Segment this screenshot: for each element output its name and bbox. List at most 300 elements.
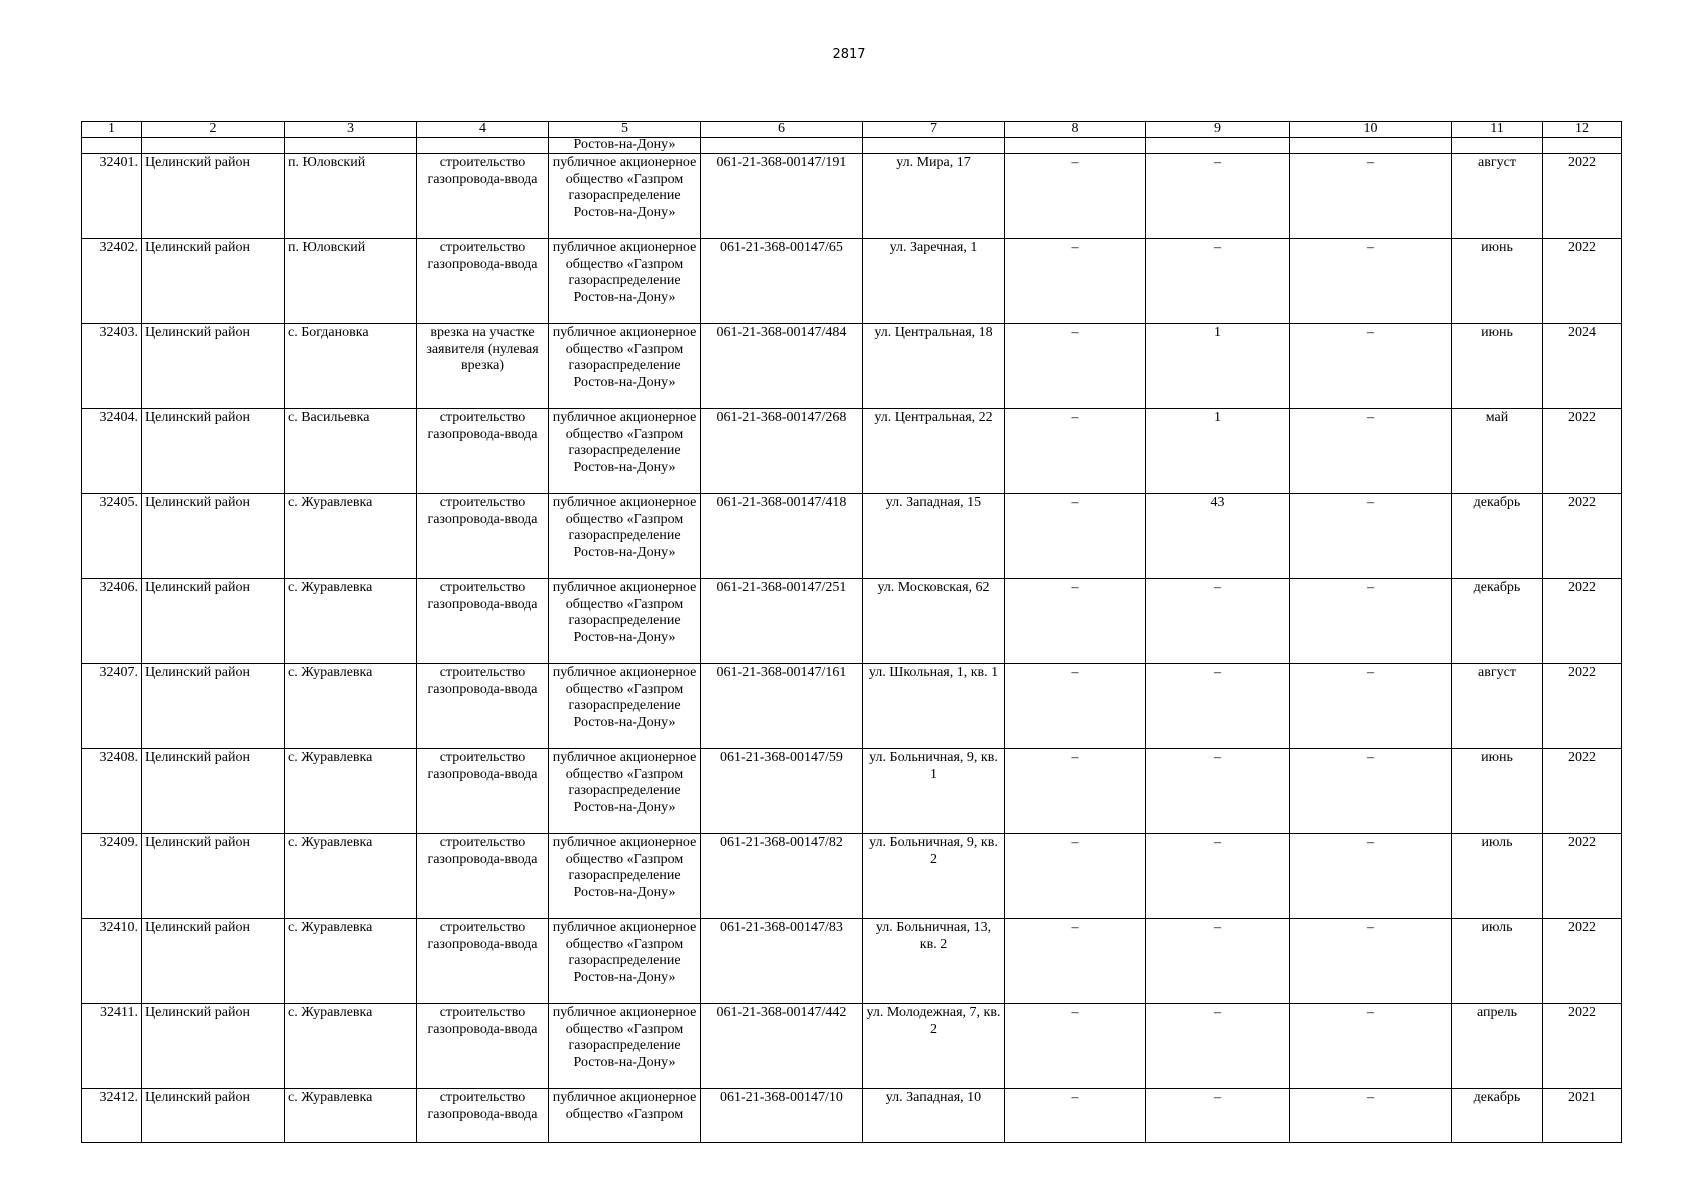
col9-cell-text: – xyxy=(1214,835,1221,850)
col10-cell xyxy=(1290,834,1452,919)
work-type-cell xyxy=(417,324,549,409)
col8-cell xyxy=(1005,154,1146,239)
month-cell xyxy=(1452,154,1543,239)
col10-cell-text: – xyxy=(1367,240,1374,255)
organization-cell-text: публичное акционерное общество «Газпром газораспределение Ростов-на-Дону» xyxy=(552,750,697,815)
code-cell-text: 061-21-368-00147/418 xyxy=(716,495,847,510)
organization-cell-text: публичное акционерное общество «Газпром газораспределение Ростов-на-Дону» xyxy=(552,1005,697,1070)
year-cell-text: 2022 xyxy=(1568,750,1596,765)
row-number xyxy=(82,664,142,749)
row-number xyxy=(82,749,142,834)
district-cell-text: Целинский район xyxy=(145,835,250,850)
month-cell-text: август xyxy=(1478,665,1516,680)
work-type-cell xyxy=(417,834,549,919)
organization-cell xyxy=(549,664,701,749)
column-number-cell: 5 xyxy=(549,122,701,138)
work-type-cell xyxy=(417,579,549,664)
col10-cell-text: – xyxy=(1367,835,1374,850)
code-cell xyxy=(701,324,863,409)
settlement-cell-text: с. Журавлевка xyxy=(288,835,373,850)
row-number xyxy=(82,409,142,494)
district-cell-text: Целинский район xyxy=(145,495,250,510)
address-cell xyxy=(863,749,1005,834)
organization-cell xyxy=(549,1004,701,1089)
month-cell-text: июнь xyxy=(1481,750,1513,765)
col9-cell xyxy=(1146,664,1290,749)
year-cell-text: 2022 xyxy=(1568,835,1596,850)
year-cell-text: 2022 xyxy=(1568,240,1596,255)
address-cell xyxy=(863,324,1005,409)
row-number-text: 32410. xyxy=(99,920,138,935)
column-number-cell: 7 xyxy=(863,122,1005,138)
settlement-cell-text: с. Журавлевка xyxy=(288,920,373,935)
organization-cell xyxy=(549,579,701,664)
settlement-cell-text: с. Богдановка xyxy=(288,325,369,340)
settlement-cell-text: п. Юловский xyxy=(288,240,366,255)
organization-cell xyxy=(549,919,701,1004)
table-row xyxy=(82,239,1622,324)
address-cell-text: ул. Западная, 15 xyxy=(885,495,982,510)
month-cell xyxy=(1452,749,1543,834)
col9-cell xyxy=(1146,409,1290,494)
work-type-cell-text: строительство газопровода-ввода xyxy=(427,920,538,952)
work-type-cell xyxy=(417,749,549,834)
organization-cell xyxy=(549,239,701,324)
cont-cell-12 xyxy=(1543,138,1622,154)
col8-cell-text: – xyxy=(1071,835,1079,850)
col9-cell xyxy=(1146,324,1290,409)
col8-cell xyxy=(1005,664,1146,749)
work-type-cell xyxy=(417,664,549,749)
settlement-cell xyxy=(285,494,417,579)
organization-cell-text: публичное акционерное общество «Газпром газораспределение Ростов-на-Дону» xyxy=(552,580,697,645)
cont-cell-1 xyxy=(82,138,142,154)
district-cell-text: Целинский район xyxy=(145,920,250,935)
month-cell-text: декабрь xyxy=(1473,495,1521,510)
col8-cell-text: – xyxy=(1071,240,1079,255)
row-number xyxy=(82,494,142,579)
address-cell-text: ул. Школьная, 1, кв. 1 xyxy=(868,665,999,680)
col10-cell-text: – xyxy=(1367,495,1374,510)
work-type-cell-text: строительство газопровода-ввода xyxy=(427,580,538,612)
month-cell-text: май xyxy=(1485,410,1509,425)
year-cell xyxy=(1543,834,1622,919)
col10-cell-text: – xyxy=(1367,155,1374,170)
table-row xyxy=(82,409,1622,494)
year-cell xyxy=(1543,919,1622,1004)
col9-cell-text: – xyxy=(1214,1005,1221,1020)
district-cell xyxy=(142,1089,285,1143)
district-cell-text: Целинский район xyxy=(145,1090,250,1105)
month-cell-text: июль xyxy=(1481,920,1513,935)
year-cell-text: 2022 xyxy=(1568,580,1596,595)
month-cell-text: август xyxy=(1478,155,1516,170)
registry-table xyxy=(81,121,1622,1143)
code-cell xyxy=(701,579,863,664)
row-number xyxy=(82,579,142,664)
col10-cell-text: – xyxy=(1367,665,1374,680)
organization-cell-text: публичное акционерное общество «Газпром газораспределение Ростов-на-Дону» xyxy=(552,240,697,305)
col8-cell-text: – xyxy=(1071,410,1079,425)
column-number-cell: 2 xyxy=(142,122,285,138)
address-cell xyxy=(863,494,1005,579)
col10-cell xyxy=(1290,154,1452,239)
col9-cell xyxy=(1146,1089,1290,1143)
address-cell xyxy=(863,919,1005,1004)
col8-cell xyxy=(1005,919,1146,1004)
district-cell xyxy=(142,579,285,664)
col8-cell xyxy=(1005,749,1146,834)
col8-cell xyxy=(1005,409,1146,494)
year-cell xyxy=(1543,1004,1622,1089)
col8-cell xyxy=(1005,494,1146,579)
address-cell xyxy=(863,579,1005,664)
table-row xyxy=(82,664,1622,749)
table-row xyxy=(82,579,1622,664)
year-cell-text: 2022 xyxy=(1568,155,1596,170)
work-type-cell xyxy=(417,239,549,324)
settlement-cell-text: с. Васильевка xyxy=(288,410,370,425)
month-cell-text: июль xyxy=(1481,835,1513,850)
district-cell xyxy=(142,664,285,749)
settlement-cell xyxy=(285,409,417,494)
work-type-cell-text: врезка на участке заявителя (нулевая врезка) xyxy=(426,325,539,373)
address-cell xyxy=(863,409,1005,494)
year-cell xyxy=(1543,409,1622,494)
year-cell xyxy=(1543,494,1622,579)
month-cell xyxy=(1452,239,1543,324)
address-cell-text: ул. Центральная, 18 xyxy=(874,325,993,340)
district-cell xyxy=(142,834,285,919)
row-number-text: 32402. xyxy=(99,240,138,255)
column-number-cell: 9 xyxy=(1146,122,1290,138)
page-number: 2817 xyxy=(832,47,866,62)
col10-cell-text: – xyxy=(1367,410,1374,425)
organization-cell xyxy=(549,1089,701,1143)
work-type-cell xyxy=(417,1089,549,1143)
organization-cell-text: публичное акционерное общество «Газпром xyxy=(552,1090,697,1122)
column-number-row xyxy=(82,122,1622,138)
year-cell-text: 2022 xyxy=(1568,665,1596,680)
district-cell xyxy=(142,239,285,324)
settlement-cell xyxy=(285,834,417,919)
address-cell-text: ул. Больничная, 9, кв. 1 xyxy=(869,750,998,782)
col9-cell xyxy=(1146,579,1290,664)
district-cell-text: Целинский район xyxy=(145,580,250,595)
code-cell-text: 061-21-368-00147/83 xyxy=(720,920,843,935)
cont-cell-4 xyxy=(417,138,549,154)
col9-cell-text: – xyxy=(1214,750,1221,765)
code-cell xyxy=(701,749,863,834)
row-number-text: 32408. xyxy=(99,750,138,765)
cont-cell-11 xyxy=(1452,138,1543,154)
organization-cell xyxy=(549,154,701,239)
work-type-cell-text: строительство газопровода-ввода xyxy=(427,1005,538,1037)
address-cell xyxy=(863,1089,1005,1143)
col10-cell xyxy=(1290,409,1452,494)
row-number xyxy=(82,919,142,1004)
district-cell-text: Целинский район xyxy=(145,750,250,765)
settlement-cell xyxy=(285,1089,417,1143)
code-cell-text: 061-21-368-00147/161 xyxy=(716,665,847,680)
code-cell xyxy=(701,494,863,579)
column-number-cell: 12 xyxy=(1543,122,1622,138)
row-number xyxy=(82,1089,142,1143)
work-type-cell-text: строительство газопровода-ввода xyxy=(427,495,538,527)
code-cell-text: 061-21-368-00147/268 xyxy=(716,410,847,425)
organization-cell-text: публичное акционерное общество «Газпром газораспределение Ростов-на-Дону» xyxy=(552,835,697,900)
row-number-text: 32412. xyxy=(99,1090,138,1105)
settlement-cell-text: с. Журавлевка xyxy=(288,580,373,595)
table-row xyxy=(82,919,1622,1004)
work-type-cell-text: строительство газопровода-ввода xyxy=(427,155,538,187)
column-number-cell: 11 xyxy=(1452,122,1543,138)
table-row xyxy=(82,494,1622,579)
col8-cell-text: – xyxy=(1071,665,1079,680)
work-type-cell xyxy=(417,409,549,494)
settlement-cell xyxy=(285,239,417,324)
col8-cell-text: – xyxy=(1071,920,1079,935)
col10-cell xyxy=(1290,494,1452,579)
col8-cell-text: – xyxy=(1071,1090,1079,1105)
col10-cell-text: – xyxy=(1367,1005,1374,1020)
continuation-row xyxy=(82,138,1622,154)
year-cell xyxy=(1543,239,1622,324)
district-cell xyxy=(142,494,285,579)
settlement-cell xyxy=(285,1004,417,1089)
organization-cell xyxy=(549,749,701,834)
organization-cell-text: публичное акционерное общество «Газпром газораспределение Ростов-на-Дону» xyxy=(552,920,697,985)
col10-cell xyxy=(1290,664,1452,749)
col9-cell-text: – xyxy=(1214,240,1221,255)
year-cell xyxy=(1543,749,1622,834)
organization-cell xyxy=(549,409,701,494)
col8-cell-text: – xyxy=(1071,495,1079,510)
code-cell-text: 061-21-368-00147/484 xyxy=(716,325,847,340)
row-number xyxy=(82,1004,142,1089)
district-cell xyxy=(142,1004,285,1089)
code-cell xyxy=(701,239,863,324)
col9-cell xyxy=(1146,749,1290,834)
month-cell xyxy=(1452,834,1543,919)
col9-cell-text: – xyxy=(1214,920,1221,935)
address-cell-text: ул. Больничная, 9, кв. 2 xyxy=(869,835,998,867)
col8-cell xyxy=(1005,324,1146,409)
code-cell xyxy=(701,664,863,749)
col10-cell-text: – xyxy=(1367,325,1374,340)
work-type-cell-text: строительство газопровода-ввода xyxy=(427,1090,538,1122)
settlement-cell xyxy=(285,664,417,749)
month-cell xyxy=(1452,579,1543,664)
code-cell-text: 061-21-368-00147/191 xyxy=(716,155,847,170)
work-type-cell-text: строительство газопровода-ввода xyxy=(427,835,538,867)
work-type-cell-text: строительство газопровода-ввода xyxy=(427,750,538,782)
code-cell xyxy=(701,154,863,239)
row-number-text: 32406. xyxy=(99,580,138,595)
col9-cell xyxy=(1146,1004,1290,1089)
settlement-cell xyxy=(285,919,417,1004)
row-number-text: 32409. xyxy=(99,835,138,850)
month-cell xyxy=(1452,919,1543,1004)
column-number-cell: 6 xyxy=(701,122,863,138)
column-number-cell: 10 xyxy=(1290,122,1452,138)
col10-cell xyxy=(1290,324,1452,409)
code-cell-text: 061-21-368-00147/65 xyxy=(720,240,843,255)
row-number xyxy=(82,324,142,409)
settlement-cell xyxy=(285,749,417,834)
table-row xyxy=(82,749,1622,834)
month-cell xyxy=(1452,409,1543,494)
settlement-cell-text: п. Юловский xyxy=(288,155,366,170)
settlement-cell-text: с. Журавлевка xyxy=(288,750,373,765)
organization-cell-text: публичное акционерное общество «Газпром газораспределение Ростов-на-Дону» xyxy=(552,495,697,560)
address-cell-text: ул. Западная, 10 xyxy=(885,1090,982,1105)
cont-cell-9 xyxy=(1146,138,1290,154)
row-number xyxy=(82,834,142,919)
month-cell-text: июнь xyxy=(1481,325,1513,340)
code-cell xyxy=(701,919,863,1004)
address-cell-text: ул. Заречная, 1 xyxy=(889,240,978,255)
address-cell-text: ул. Мира, 17 xyxy=(896,155,971,170)
address-cell-text: ул. Молодежная, 7, кв. 2 xyxy=(866,1005,1001,1037)
year-cell-text: 2024 xyxy=(1568,325,1596,340)
district-cell xyxy=(142,409,285,494)
col9-cell-text: – xyxy=(1214,155,1221,170)
table-row xyxy=(82,834,1622,919)
col10-cell xyxy=(1290,1089,1452,1143)
year-cell xyxy=(1543,579,1622,664)
district-cell xyxy=(142,919,285,1004)
year-cell xyxy=(1543,324,1622,409)
col8-cell xyxy=(1005,579,1146,664)
work-type-cell xyxy=(417,1004,549,1089)
row-number xyxy=(82,154,142,239)
column-number-cell: 3 xyxy=(285,122,417,138)
table-row xyxy=(82,1089,1622,1143)
settlement-cell-text: с. Журавлевка xyxy=(288,1090,373,1105)
col8-cell xyxy=(1005,1089,1146,1143)
month-cell xyxy=(1452,664,1543,749)
column-number-cell: 8 xyxy=(1005,122,1146,138)
organization-cell-text: публичное акционерное общество «Газпром газораспределение Ростов-на-Дону» xyxy=(552,410,697,475)
table-row xyxy=(82,154,1622,239)
code-cell xyxy=(701,409,863,494)
district-cell-text: Целинский район xyxy=(145,1005,250,1020)
work-type-cell-text: строительство газопровода-ввода xyxy=(427,410,538,442)
work-type-cell-text: строительство газопровода-ввода xyxy=(427,240,538,272)
settlement-cell-text: с. Журавлевка xyxy=(288,1005,373,1020)
organization-cell-text: публичное акционерное общество «Газпром газораспределение Ростов-на-Дону» xyxy=(552,665,697,730)
month-cell xyxy=(1452,324,1543,409)
month-cell-text: декабрь xyxy=(1473,580,1521,595)
year-cell-text: 2022 xyxy=(1568,1005,1596,1020)
col9-cell-text: – xyxy=(1214,665,1221,680)
col9-cell-text: 43 xyxy=(1210,495,1225,510)
column-number-cell: 1 xyxy=(82,122,142,138)
settlement-cell xyxy=(285,154,417,239)
cont-cell-7 xyxy=(863,138,1005,154)
year-cell xyxy=(1543,1089,1622,1143)
col8-cell xyxy=(1005,239,1146,324)
col8-cell-text: – xyxy=(1071,1005,1079,1020)
organization-cell xyxy=(549,834,701,919)
year-cell-text: 2022 xyxy=(1568,495,1596,510)
col10-cell xyxy=(1290,1004,1452,1089)
row-number-text: 32405. xyxy=(99,495,138,510)
district-cell-text: Целинский район xyxy=(145,155,250,170)
address-cell xyxy=(863,154,1005,239)
row-number xyxy=(82,239,142,324)
col9-cell xyxy=(1146,154,1290,239)
table-row xyxy=(82,1004,1622,1089)
col10-cell-text: – xyxy=(1367,1090,1374,1105)
row-number-text: 32404. xyxy=(99,410,138,425)
row-number-text: 32407. xyxy=(99,665,138,680)
col9-cell-text: 1 xyxy=(1214,325,1221,340)
column-number-cell: 4 xyxy=(417,122,549,138)
year-cell xyxy=(1543,154,1622,239)
col8-cell-text: – xyxy=(1071,750,1079,765)
col9-cell-text: – xyxy=(1214,1090,1221,1105)
address-cell-text: ул. Московская, 62 xyxy=(877,580,990,595)
address-cell xyxy=(863,239,1005,324)
col8-cell xyxy=(1005,834,1146,919)
code-cell-text: 061-21-368-00147/10 xyxy=(720,1090,843,1105)
address-cell xyxy=(863,1004,1005,1089)
row-number-text: 32411. xyxy=(100,1005,138,1020)
col10-cell-text: – xyxy=(1367,750,1374,765)
col10-cell xyxy=(1290,579,1452,664)
col10-cell xyxy=(1290,749,1452,834)
organization-cell xyxy=(549,494,701,579)
work-type-cell xyxy=(417,154,549,239)
district-cell-text: Целинский район xyxy=(145,325,250,340)
work-type-cell xyxy=(417,919,549,1004)
col8-cell-text: – xyxy=(1071,580,1079,595)
month-cell xyxy=(1452,494,1543,579)
col10-cell xyxy=(1290,919,1452,1004)
col8-cell-text: – xyxy=(1071,155,1079,170)
district-cell-text: Целинский район xyxy=(145,240,250,255)
cont-cell-3 xyxy=(285,138,417,154)
district-cell-text: Целинский район xyxy=(145,410,250,425)
table-row xyxy=(82,324,1622,409)
code-cell-text: 061-21-368-00147/442 xyxy=(716,1005,847,1020)
settlement-cell-text: с. Журавлевка xyxy=(288,495,373,510)
organization-cell-text: публичное акционерное общество «Газпром газораспределение Ростов-на-Дону» xyxy=(552,325,697,390)
col10-cell xyxy=(1290,239,1452,324)
month-cell-text: июнь xyxy=(1481,240,1513,255)
work-type-cell xyxy=(417,494,549,579)
year-cell-text: 2021 xyxy=(1568,1090,1596,1105)
cont-cell-org: Ростов-на-Дону» xyxy=(549,138,701,154)
cont-cell-10 xyxy=(1290,138,1452,154)
settlement-cell xyxy=(285,324,417,409)
organization-cell xyxy=(549,324,701,409)
district-cell-text: Целинский район xyxy=(145,665,250,680)
col10-cell-text: – xyxy=(1367,920,1374,935)
month-cell-text: апрель xyxy=(1476,1005,1518,1020)
col10-cell-text: – xyxy=(1367,580,1374,595)
year-cell xyxy=(1543,664,1622,749)
code-cell-text: 061-21-368-00147/251 xyxy=(716,580,847,595)
district-cell xyxy=(142,749,285,834)
month-cell xyxy=(1452,1089,1543,1143)
code-cell xyxy=(701,1089,863,1143)
col9-cell-text: 1 xyxy=(1214,410,1221,425)
organization-cell-text: публичное акционерное общество «Газпром газораспределение Ростов-на-Дону» xyxy=(552,155,697,220)
col9-cell xyxy=(1146,834,1290,919)
